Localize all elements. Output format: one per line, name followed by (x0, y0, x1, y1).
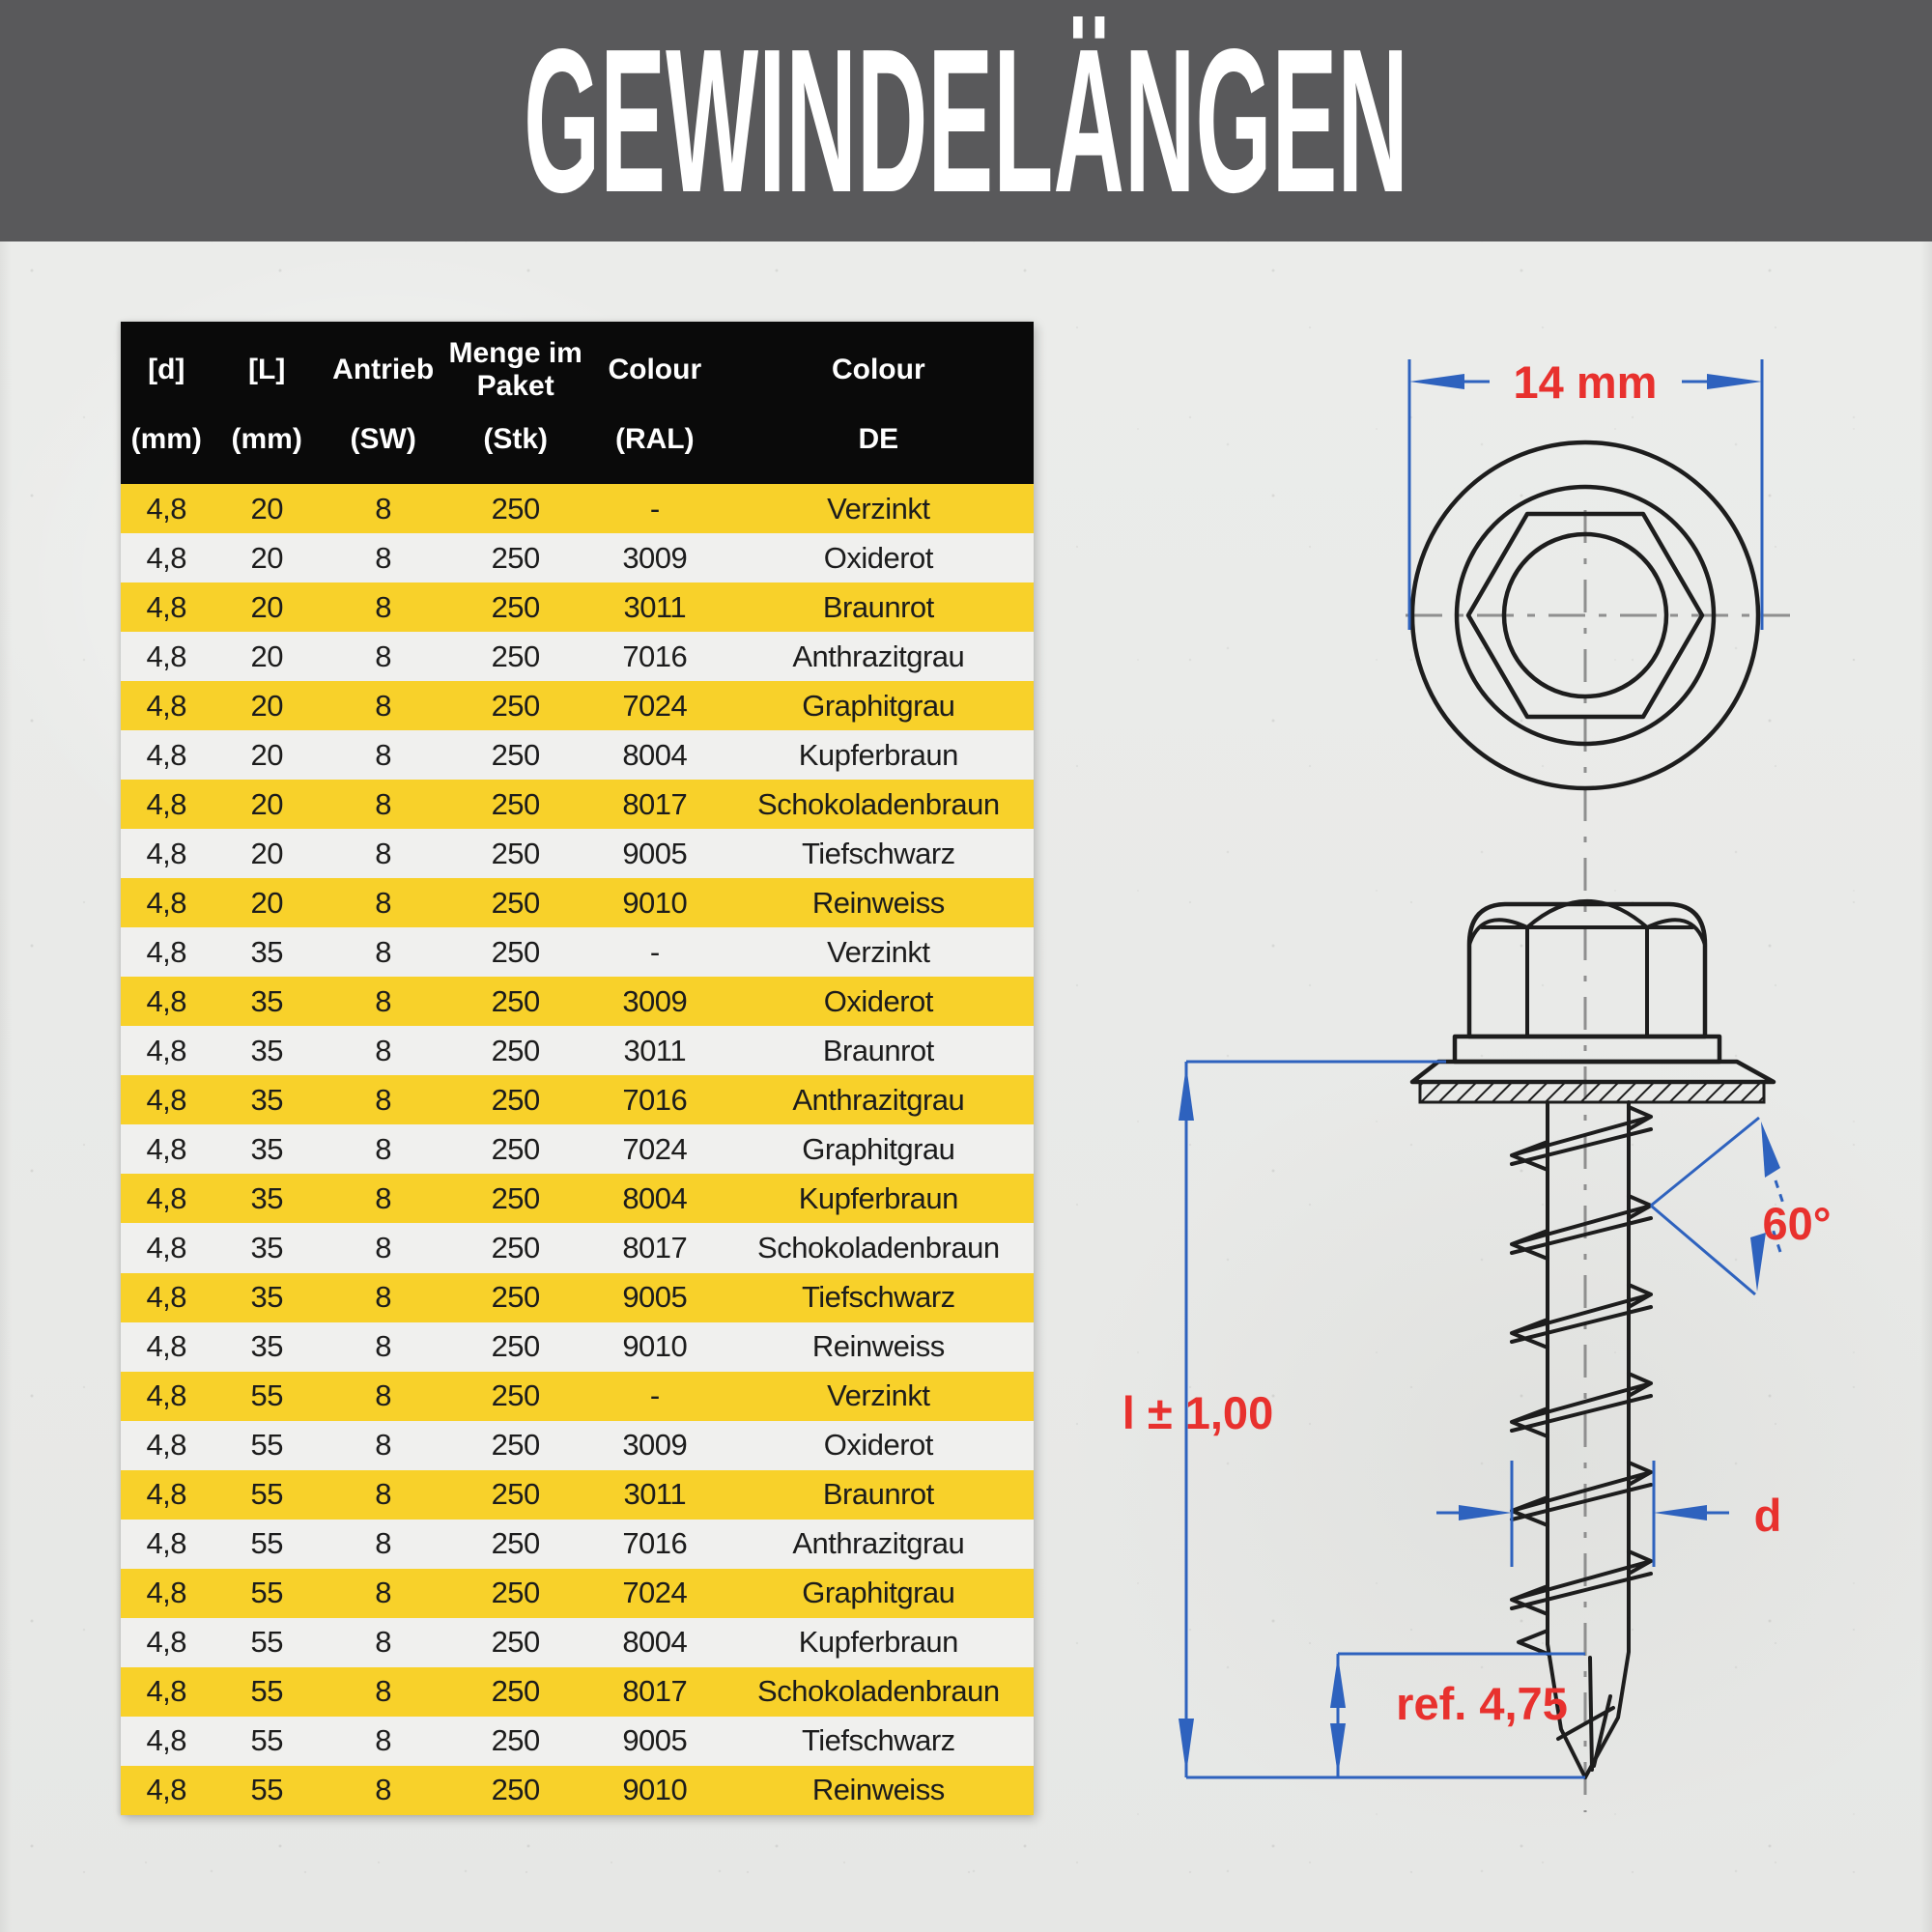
table-cell: 250 (491, 1773, 540, 1807)
thread-lengths-table (121, 322, 1034, 1815)
table-cell: 55 (250, 1773, 283, 1807)
table-cell: 8 (375, 885, 392, 920)
table-row (121, 1618, 1034, 1667)
table-cell: 8 (375, 639, 392, 673)
table-cell: Kupferbraun (798, 1180, 958, 1215)
table-row (121, 730, 1034, 780)
table-cell: 8 (375, 1378, 392, 1413)
column-header: Antrieb (332, 354, 435, 386)
table-cell: 8 (375, 786, 392, 821)
table-cell: 250 (491, 1576, 540, 1610)
table-cell: 4,8 (146, 1230, 187, 1264)
table-cell: 250 (491, 885, 540, 920)
table-cell: Verzinkt (827, 934, 930, 969)
table-row (121, 1766, 1034, 1815)
table-cell: 250 (491, 1280, 540, 1315)
table-row (121, 1174, 1034, 1223)
table-cell: 3009 (622, 1428, 688, 1463)
column-unit-header: (mm) (130, 423, 202, 456)
table-cell: - (649, 1378, 660, 1413)
table-cell: 250 (491, 589, 540, 624)
table-cell: Oxiderot (823, 983, 933, 1018)
table-cell: Schokoladenbraun (757, 1674, 1000, 1709)
column-unit-header: (SW) (350, 423, 416, 456)
table-cell: 35 (250, 1230, 283, 1264)
table-cell: 55 (250, 1477, 283, 1512)
table-cell: 8 (375, 1033, 392, 1067)
table-cell: Oxiderot (823, 540, 933, 575)
table-cell: 4,8 (146, 1280, 187, 1315)
table-cell: 8 (375, 983, 392, 1018)
table-cell: 250 (491, 688, 540, 723)
table-cell: 8 (375, 1625, 392, 1660)
table-cell: 55 (250, 1526, 283, 1561)
table-cell: 20 (250, 885, 283, 920)
table-cell: 20 (250, 540, 283, 575)
diameter-label: d (1753, 1490, 1782, 1541)
table-cell: 8017 (622, 1230, 688, 1264)
table-cell: - (649, 491, 660, 526)
table-cell: 8 (375, 1329, 392, 1364)
table-cell: 4,8 (146, 1526, 187, 1561)
table-cell: Graphitgrau (802, 1576, 955, 1610)
table-cell: 7024 (622, 1131, 688, 1166)
table-cell: 55 (250, 1723, 283, 1758)
table-cell: 3011 (623, 589, 687, 624)
table-cell: 4,8 (146, 1180, 187, 1215)
column-unit-header: DE (858, 423, 899, 456)
table-row (121, 1421, 1034, 1470)
table-cell: 4,8 (146, 836, 187, 870)
table-cell: Kupferbraun (798, 737, 958, 772)
table-cell: 8 (375, 491, 392, 526)
column-header: Menge im Paket (448, 337, 582, 403)
table-cell: 4,8 (146, 688, 187, 723)
length-label: l ± 1,00 (1122, 1387, 1274, 1438)
table-cell: 7016 (622, 639, 688, 673)
table-cell: 55 (250, 1625, 283, 1660)
table-cell: 8 (375, 1280, 392, 1315)
table-cell: 4,8 (146, 983, 187, 1018)
table-row (121, 1569, 1034, 1618)
table-cell: 250 (491, 1131, 540, 1166)
table-cell: 9005 (622, 836, 688, 870)
table-row (121, 829, 1034, 878)
table-cell: 20 (250, 688, 283, 723)
table-cell: 8 (375, 836, 392, 870)
table-cell: 250 (491, 983, 540, 1018)
table-cell: 4,8 (146, 589, 187, 624)
column-header: [L] (248, 354, 286, 386)
table-cell: 35 (250, 1180, 283, 1215)
table-cell: 8004 (622, 1625, 688, 1660)
table-cell: 250 (491, 1230, 540, 1264)
table-cell: 8 (375, 1428, 392, 1463)
table-cell: 8 (375, 1526, 392, 1561)
table-cell: 4,8 (146, 786, 187, 821)
table-header-row-1 (121, 322, 1034, 410)
table-cell: 7024 (622, 688, 688, 723)
table-cell: 4,8 (146, 540, 187, 575)
table-cell: 8 (375, 934, 392, 969)
table-cell: 250 (491, 1082, 540, 1117)
table-cell: 55 (250, 1378, 283, 1413)
table-cell: 4,8 (146, 1082, 187, 1117)
table-cell: 8 (375, 1131, 392, 1166)
table-cell: 250 (491, 836, 540, 870)
table-cell: 250 (491, 1329, 540, 1364)
head-width-label: 14 mm (1513, 356, 1658, 408)
table-cell: 8 (375, 1674, 392, 1709)
table-row (121, 977, 1034, 1026)
table-cell: 3011 (623, 1477, 687, 1512)
table-cell: Graphitgrau (802, 1131, 955, 1166)
page-title: GEWINDELÄNGEN (524, 6, 1408, 235)
table-cell: 250 (491, 1378, 540, 1413)
table-cell: Verzinkt (827, 491, 930, 526)
table-cell: 8 (375, 737, 392, 772)
table-cell: 4,8 (146, 737, 187, 772)
table-cell: Braunrot (822, 1033, 934, 1067)
dim-diameter (1436, 1461, 1781, 1567)
table-row (121, 1372, 1034, 1421)
table-cell: 4,8 (146, 1131, 187, 1166)
table-cell: 35 (250, 1082, 283, 1117)
table-cell: 8 (375, 589, 392, 624)
table-cell: 250 (491, 1477, 540, 1512)
table-row (121, 1520, 1034, 1569)
table-cell: 250 (491, 540, 540, 575)
table-cell: 8004 (622, 1180, 688, 1215)
table-cell: 35 (250, 1280, 283, 1315)
epdm-seal (1420, 1082, 1764, 1102)
column-header: Colour (831, 354, 925, 386)
table-cell: 4,8 (146, 639, 187, 673)
table-cell: 4,8 (146, 1625, 187, 1660)
table-cell: 8 (375, 1773, 392, 1807)
table-row (121, 1717, 1034, 1766)
table-cell: 4,8 (146, 1378, 187, 1413)
table-cell: 4,8 (146, 1723, 187, 1758)
table-cell: Reinweiss (811, 1773, 945, 1807)
column-unit-header: (mm) (231, 423, 302, 456)
screw-technical-drawing (1043, 251, 1932, 1835)
table-cell: 4,8 (146, 885, 187, 920)
table-row (121, 681, 1034, 730)
table-cell: 55 (250, 1428, 283, 1463)
column-unit-header: (RAL) (614, 423, 695, 456)
table-cell: 8 (375, 1723, 392, 1758)
table-cell: 3011 (623, 1033, 687, 1067)
table-cell: Tiefschwarz (801, 836, 955, 870)
table-header-row-2 (121, 410, 1034, 484)
table-cell: 4,8 (146, 1428, 187, 1463)
table-cell: Braunrot (822, 589, 934, 624)
table-header (121, 322, 1034, 484)
table-cell: 250 (491, 737, 540, 772)
table-cell: 3009 (622, 983, 688, 1018)
table-cell: 20 (250, 589, 283, 624)
table-row (121, 1075, 1034, 1124)
table-row (121, 1223, 1034, 1272)
table-cell: 9010 (622, 1773, 688, 1807)
table-cell: Schokoladenbraun (757, 1230, 1000, 1264)
table-cell: - (649, 934, 660, 969)
screw-side-view (1412, 901, 1774, 1777)
table-cell: 55 (250, 1576, 283, 1610)
column-unit-header: (Stk) (483, 423, 549, 456)
table-cell: 9010 (622, 1329, 688, 1364)
table-row (121, 1273, 1034, 1322)
table-cell: 20 (250, 786, 283, 821)
table-cell: Schokoladenbraun (757, 786, 1000, 821)
table-cell: Tiefschwarz (801, 1280, 955, 1315)
table-cell: 20 (250, 836, 283, 870)
dim-angle (1651, 1118, 1832, 1294)
table-cell: Braunrot (822, 1477, 934, 1512)
angle-label: 60° (1762, 1198, 1832, 1249)
tip-length-label: ref. 4,75 (1396, 1678, 1568, 1729)
table-cell: 20 (250, 491, 283, 526)
table-cell: 4,8 (146, 1033, 187, 1067)
table-row (121, 632, 1034, 681)
title-banner (0, 0, 1932, 242)
table-cell: 4,8 (146, 1773, 187, 1807)
table-cell: 250 (491, 1674, 540, 1709)
table-cell: 9005 (622, 1280, 688, 1315)
table-cell: 35 (250, 1131, 283, 1166)
table-cell: 4,8 (146, 1576, 187, 1610)
table-row (121, 533, 1034, 582)
table-cell: 55 (250, 1674, 283, 1709)
table-row (121, 927, 1034, 977)
table-row (121, 1124, 1034, 1174)
table-cell: 3009 (622, 540, 688, 575)
table-cell: 20 (250, 737, 283, 772)
table-cell: 8 (375, 1576, 392, 1610)
table-row (121, 780, 1034, 829)
column-header: [d] (148, 354, 185, 386)
table-cell: 8 (375, 1230, 392, 1264)
table-row (121, 1026, 1034, 1075)
table-row (121, 1470, 1034, 1520)
table-cell: 35 (250, 983, 283, 1018)
table-cell: 250 (491, 934, 540, 969)
table-row (121, 1667, 1034, 1717)
table-cell: Reinweiss (811, 1329, 945, 1364)
table-cell: 35 (250, 1033, 283, 1067)
table-cell: 250 (491, 1526, 540, 1561)
table-cell: 8017 (622, 1674, 688, 1709)
table-cell: 250 (491, 1625, 540, 1660)
table-cell: Oxiderot (823, 1428, 933, 1463)
table-cell: 35 (250, 934, 283, 969)
table-cell: 4,8 (146, 1329, 187, 1364)
table-cell: 35 (250, 1329, 283, 1364)
table-row (121, 1322, 1034, 1372)
table-row (121, 878, 1034, 927)
column-header: Colour (608, 354, 702, 386)
table-cell: 8004 (622, 737, 688, 772)
table-cell: 8 (375, 1477, 392, 1512)
dim-tip-length (1330, 1654, 1585, 1777)
table-cell: Kupferbraun (798, 1625, 958, 1660)
table-cell: 250 (491, 1180, 540, 1215)
table-cell: 7016 (622, 1526, 688, 1561)
table-cell: 8 (375, 1180, 392, 1215)
table-cell: 7024 (622, 1576, 688, 1610)
table-body (121, 484, 1034, 1815)
table-cell: Anthrazitgrau (792, 1082, 965, 1117)
table-cell: 8 (375, 688, 392, 723)
table-cell: 7016 (622, 1082, 688, 1117)
table-cell: 250 (491, 639, 540, 673)
table-cell: 9005 (622, 1723, 688, 1758)
table-cell: 20 (250, 639, 283, 673)
table-row (121, 484, 1034, 533)
table-cell: 9010 (622, 885, 688, 920)
table-cell: Anthrazitgrau (792, 1526, 965, 1561)
table-row (121, 582, 1034, 632)
table-cell: Verzinkt (827, 1378, 930, 1413)
table-cell: Reinweiss (811, 885, 945, 920)
table-cell: 250 (491, 1428, 540, 1463)
table-cell: Anthrazitgrau (792, 639, 965, 673)
table-cell: 4,8 (146, 1674, 187, 1709)
table-cell: 4,8 (146, 1477, 187, 1512)
table-cell: 4,8 (146, 934, 187, 969)
table-cell: 250 (491, 491, 540, 526)
table-cell: 4,8 (146, 491, 187, 526)
table-cell: 8017 (622, 786, 688, 821)
table-cell: Graphitgrau (802, 688, 955, 723)
table-cell: 250 (491, 786, 540, 821)
table-cell: 8 (375, 540, 392, 575)
table-cell: Tiefschwarz (801, 1723, 955, 1758)
table-cell: 250 (491, 1723, 540, 1758)
table-cell: 8 (375, 1082, 392, 1117)
table-cell: 250 (491, 1033, 540, 1067)
